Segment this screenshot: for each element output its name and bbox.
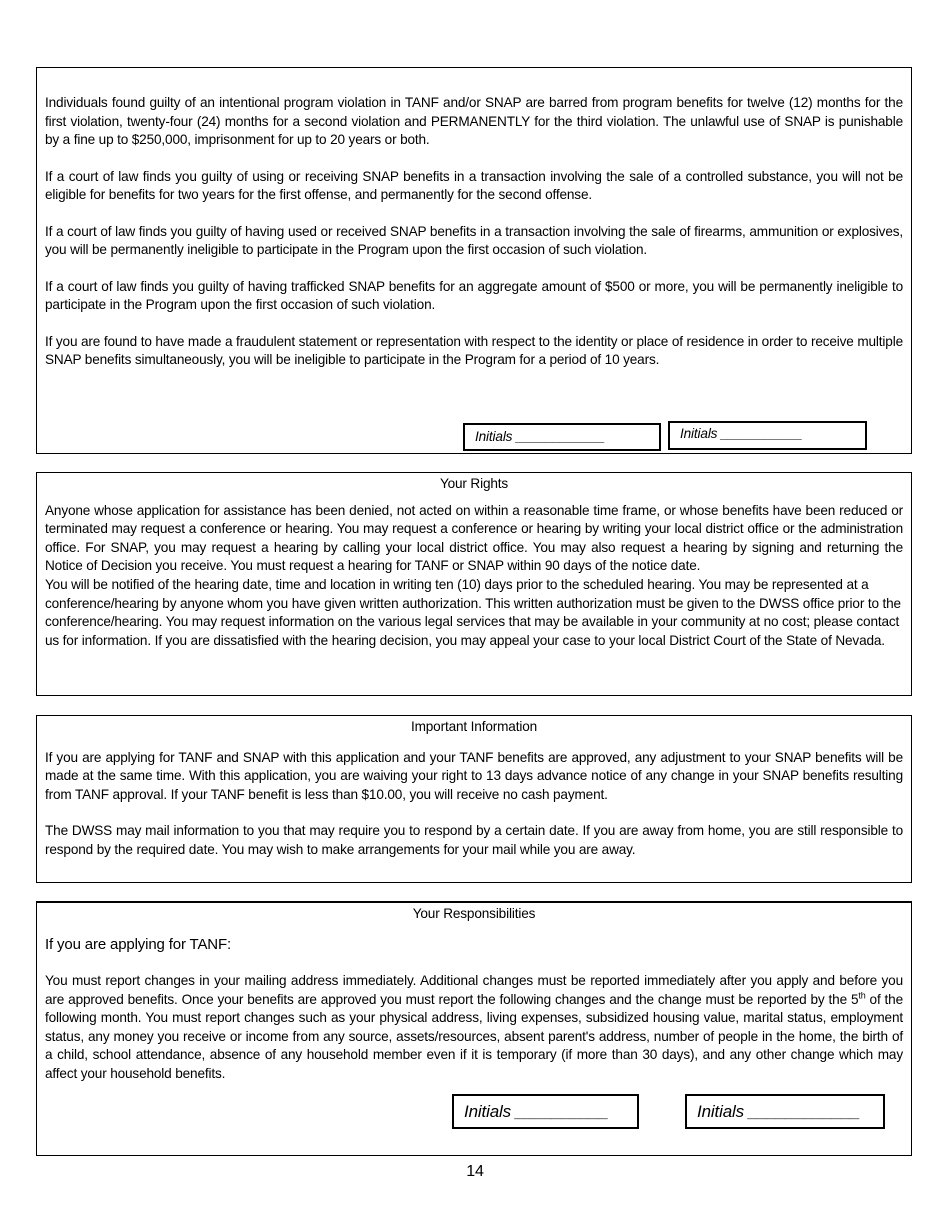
rights-paragraph: You will be notified of the hearing date, time and location in writing ten (10) days prior to the scheduled hearing. You may be represented at a conference/hearing by anyone whom you have given written authorization. This written authorization must be given to the DWSS office prior to the conference/hearing. You may request information on the various legal services that may be available in your community at no cost; please contact us for information. If you are dissatisfied with the hearing decision, you may appeal your case to your local District Court of the State of Nevada.	[45, 576, 901, 648]
text: of the following month. You must report changes such as your physical address, living expenses, subsidized housing value, marital status, employment status, any money you receive or income from any source, assets/resources, absent parent's address, number of people in the home, the birth of a child, school attendance, absence of any household member even if it is temporary (if more than 30 days), and any other change which may affect your household benefits.	[45, 991, 903, 1081]
important-paragraph: If you are applying for TANF and SNAP with this application and your TANF benefits are approved, any adjustment to your SNAP benefits will be made at the same time. With this application, you are waiving your right to 13 days advance notice of any change in your SNAP benefits resulting from TANF approval. If your TANF benefit is less than $10.00, you will receive no cash payment.	[45, 749, 903, 802]
responsibilities-paragraph	[45, 972, 903, 1083]
your-rights-section	[36, 472, 912, 696]
important-information-section	[36, 715, 912, 883]
initials-field-3[interactable]: Initials __________	[452, 1094, 639, 1129]
important-paragraph: The DWSS may mail information to you that may require you to respond by a certain date. If you are away from home, you are still responsible to respond by the required date. You may wish to make arrangements for your mail while you are away.	[45, 823, 903, 857]
initials-field-1[interactable]: Initials ____________	[463, 423, 661, 451]
penalty-paragraph: Individuals found guilty of an intentional program violation in TANF and/or SNAP are barred from program benefits for twelve (12) months for the first violation, twenty-four (24) months for a second violation and PERMANENTLY for the third violation. The unlawful use of SNAP is punishable by a fine up to $250,000, imprisonment for up to 20 years or both.	[45, 95, 903, 147]
penalty-paragraph: If a court of law finds you guilty of using or receiving SNAP benefits in a transaction involving the sale of a controlled substance, you will not be eligible for benefits for two years for the first offense, and permanently for the second offense.	[45, 168, 903, 202]
responsibilities-subtitle: If you are applying for TANF:	[45, 935, 232, 953]
penalty-paragraph: If a court of law finds you guilty of having trafficked SNAP benefits for an aggregate amount of $500 or more, you will be permanently ineligible to participate in the Program upon the first occasion of such violation.	[45, 278, 903, 312]
section-title: Your Responsibilities	[412, 906, 536, 921]
initials-field-4[interactable]: Initials ____________	[685, 1094, 885, 1129]
rights-paragraph: Anyone whose application for assistance has been denied, not acted on within a reasonable time frame, or whose benefits have been reduced or terminated may request a conference or hearing. You may request a conference or hearing by writing your local district office or the administration office. For SNAP, you may request a hearing by calling your local district office. You may also request a hearing by signing and returning the Notice of Decision you receive. You must request a hearing for TANF or SNAP within 90 days of the notice date.	[45, 502, 903, 574]
superscript: th	[858, 989, 866, 1000]
penalties-section	[36, 67, 912, 454]
section-title: Your Rights	[439, 476, 509, 491]
penalty-paragraph: If you are found to have made a fraudulent statement or representation with respect to the identity or place of residence in order to receive multiple SNAP benefits simultaneously, you will be ineligible to participate in the Program for a period of 10 years.	[45, 333, 903, 367]
text: You must report changes in your mailing address immediately. Additional changes must be reported immediately after you apply and before you are approved benefits. Once your benefits are approved you must report the following changes and the change must be reported by the 5	[45, 973, 903, 1007]
section-title: Important Information	[410, 719, 538, 734]
page-number: 14	[466, 1163, 484, 1180]
penalty-paragraph: If a court of law finds you guilty of having used or received SNAP benefits in a transaction involving the sale of firearms, ammunition or explosives, you will be permanently ineligible to participate in the Program upon the first occasion of such violation.	[45, 223, 903, 257]
initials-field-2[interactable]: Initials ___________	[668, 421, 867, 450]
